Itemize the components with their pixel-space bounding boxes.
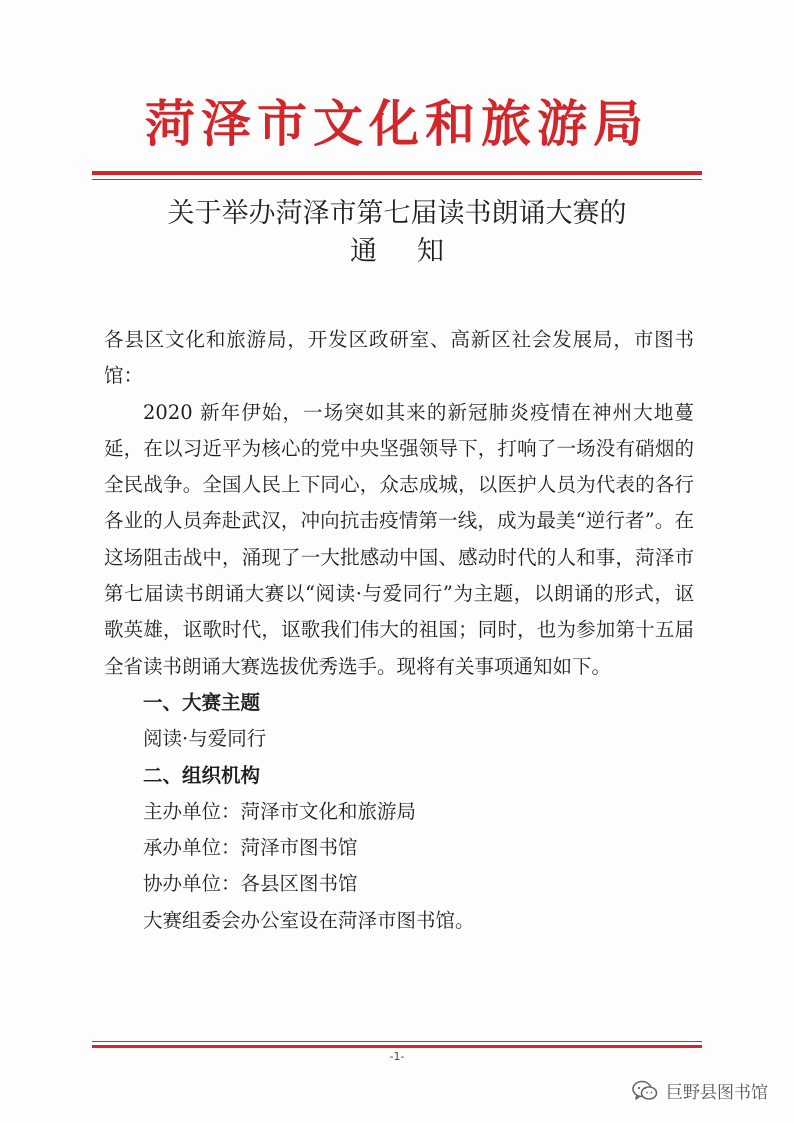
notice-body (104, 322, 694, 939)
org-heading: 二、组织机构 (143, 763, 261, 787)
co-organizer-unit: 协办单位：各县区图书馆 (143, 872, 358, 896)
theme-text: 阅读·与爱同行 (143, 727, 267, 751)
watermark-text: 巨野县图书馆 (666, 1083, 768, 1103)
theme-heading: 一、大赛主题 (143, 690, 261, 714)
header-red-rule-thick (92, 171, 702, 175)
intro-paragraph: 2020 新年伊始，一场突如其来的新冠肺炎疫情在神州大地蔓延，在以习近平为核心的党中央坚强领导下，打响了一场没有硝烟的全民战争。全国人民上下同心，众志成城，以医护人员为代表的各行各业的人员奔赴武汉，冲向抗击疫情第一线，成为最美“逆行者”。在这场阻击战中，涌现了一大批感动中国、感动时代的人和事，菏泽市第七届读书朗诵大赛以“阅读·与爱同行”为主题，以朗诵的形式，讴歌英雄，讴歌时代，讴歌我们伟大的祖国；同时，也为参加第十五届全省读书朗诵大赛选拔优秀选手。现将有关事项通知如下。 (104, 400, 694, 678)
header-red-rule-thin (92, 179, 702, 180)
notice-title-line2: 通知 (350, 236, 484, 267)
host-unit: 主办单位：菏泽市文化和旅游局 (143, 799, 417, 823)
source-watermark (632, 1078, 768, 1103)
wechat-icon (632, 1080, 658, 1102)
page-number: -1- (389, 1050, 405, 1063)
recipients: 各县区文化和旅游局，开发区政研室、高新区社会发展局，市图书馆： (104, 328, 694, 388)
office-location: 大赛组委会办公室设在菏泽市图书馆。 (143, 908, 475, 932)
organizer-unit: 承办单位：菏泽市图书馆 (143, 836, 358, 860)
agency-header: 菏泽市文化和旅游局 (145, 94, 649, 153)
footer-red-rule-thick (92, 1045, 702, 1048)
footer-red-rule-thin (92, 1041, 702, 1042)
notice-title-line1: 关于举办菏泽市第七届读书朗诵大赛的 (167, 198, 627, 229)
